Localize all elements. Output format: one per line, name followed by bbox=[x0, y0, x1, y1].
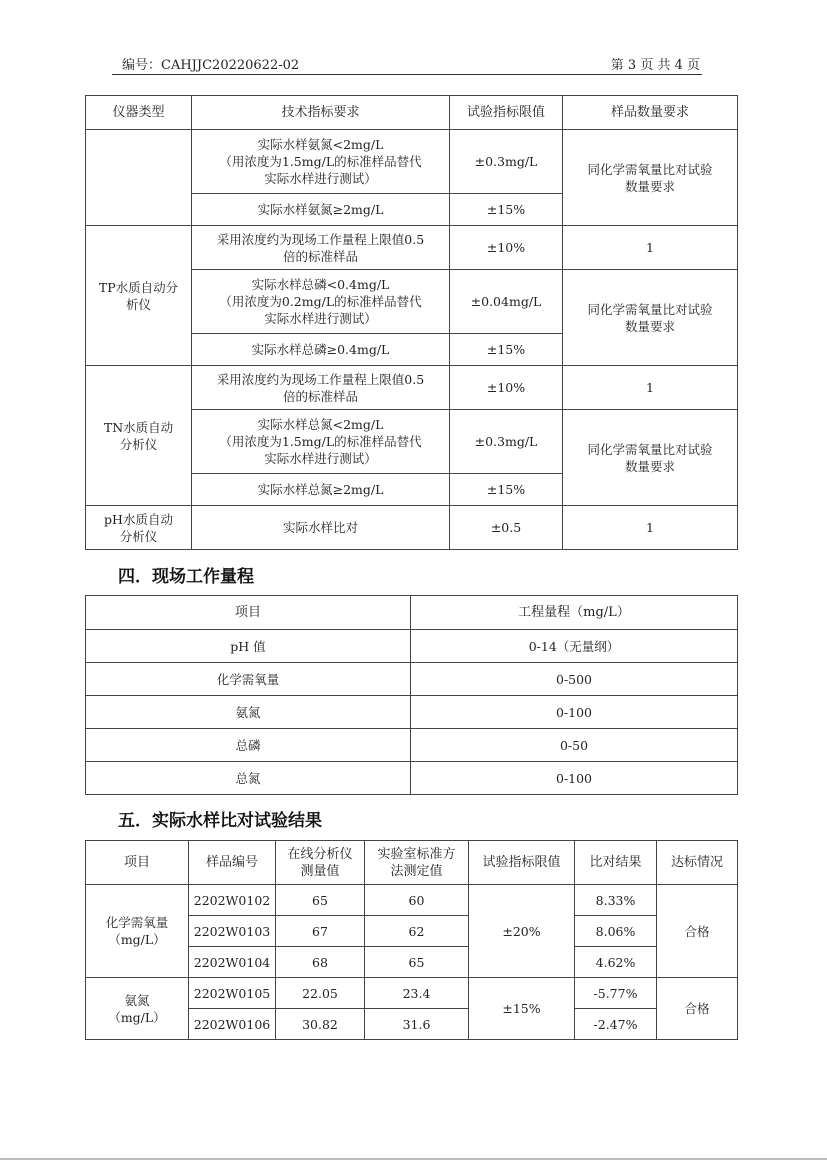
quantity-cell: 同化学需氧量比对试验 数量要求 bbox=[563, 130, 738, 226]
limit-cell: ±0.3mg/L bbox=[450, 410, 563, 474]
result-cell: 8.33% bbox=[575, 885, 657, 916]
table-row bbox=[86, 226, 738, 270]
document-number: 编号：CAHJJC20220622-02 bbox=[122, 58, 300, 73]
item-cell: pH 值 bbox=[86, 630, 411, 663]
status-cell: 合格 bbox=[657, 885, 738, 978]
result-cell: 8.06% bbox=[575, 916, 657, 947]
header-cell: 实验室标准方 法测定值 bbox=[365, 841, 469, 885]
quantity-cell: 1 bbox=[563, 506, 738, 550]
online-value-cell: 67 bbox=[276, 916, 365, 947]
requirement-cell: 实际水样总磷<0.4mg/L （用浓度为0.2mg/L的标准样品替代 实际水样进行测试） bbox=[192, 270, 450, 334]
limit-cell: ±0.3mg/L bbox=[450, 130, 563, 194]
requirement-cell: 采用浓度约为现场工作量程上限值0.5 倍的标准样品 bbox=[192, 366, 450, 410]
table-row bbox=[86, 885, 738, 916]
item-cell: 总磷 bbox=[86, 729, 411, 762]
table-row bbox=[86, 506, 738, 550]
lab-value-cell: 31.6 bbox=[365, 1009, 469, 1040]
quantity-cell: 1 bbox=[563, 226, 738, 270]
sample-id-cell: 2202W0104 bbox=[189, 947, 276, 978]
page-bottom-edge bbox=[0, 1158, 827, 1160]
table-row bbox=[86, 366, 738, 410]
section-4-title: 四．现场工作量程 bbox=[118, 567, 254, 587]
lab-value-cell: 60 bbox=[365, 885, 469, 916]
limit-cell: ±10% bbox=[450, 366, 563, 410]
limit-cell: ±0.5 bbox=[450, 506, 563, 550]
header-cell: 工程量程（mg/L） bbox=[411, 596, 738, 630]
status-cell: 合格 bbox=[657, 978, 738, 1040]
result-cell: -2.47% bbox=[575, 1009, 657, 1040]
lab-value-cell: 23.4 bbox=[365, 978, 469, 1009]
header-cell: 技术指标要求 bbox=[192, 96, 450, 130]
online-value-cell: 68 bbox=[276, 947, 365, 978]
working-range-table bbox=[85, 595, 738, 795]
header-cell: 在线分析仪 测量值 bbox=[276, 841, 365, 885]
table-header-row bbox=[86, 596, 738, 630]
range-cell: 0-500 bbox=[411, 663, 738, 696]
header-cell: 仪器类型 bbox=[86, 96, 192, 130]
header-cell: 试验指标限值 bbox=[469, 841, 575, 885]
online-value-cell: 22.05 bbox=[276, 978, 365, 1009]
online-value-cell: 65 bbox=[276, 885, 365, 916]
requirement-cell: 实际水样总磷≥0.4mg/L bbox=[192, 334, 450, 366]
header-cell: 达标情况 bbox=[657, 841, 738, 885]
limit-cell: ±15% bbox=[469, 978, 575, 1040]
requirement-cell: 采用浓度约为现场工作量程上限值0.5 倍的标准样品 bbox=[192, 226, 450, 270]
sample-id-cell: 2202W0105 bbox=[189, 978, 276, 1009]
page-header bbox=[112, 52, 702, 75]
limit-cell: ±20% bbox=[469, 885, 575, 978]
table-row bbox=[86, 696, 738, 729]
limit-cell: ±0.04mg/L bbox=[450, 270, 563, 334]
range-cell: 0-50 bbox=[411, 729, 738, 762]
range-cell: 0-14（无量纲） bbox=[411, 630, 738, 663]
item-cell: 总氮 bbox=[86, 762, 411, 795]
comparison-results-table bbox=[85, 840, 738, 1040]
quantity-cell: 同化学需氧量比对试验 数量要求 bbox=[563, 410, 738, 506]
sample-id-cell: 2202W0103 bbox=[189, 916, 276, 947]
result-cell: 4.62% bbox=[575, 947, 657, 978]
table-header-row bbox=[86, 96, 738, 130]
header-cell: 项目 bbox=[86, 841, 189, 885]
header-cell: 比对结果 bbox=[575, 841, 657, 885]
instrument-cell: TP水质自动分 析仪 bbox=[86, 226, 192, 366]
sample-id-cell: 2202W0102 bbox=[189, 885, 276, 916]
item-cell: 化学需氧量 （mg/L） bbox=[86, 885, 189, 978]
table-row bbox=[86, 762, 738, 795]
range-cell: 0-100 bbox=[411, 762, 738, 795]
requirement-cell: 实际水样比对 bbox=[192, 506, 450, 550]
header-cell: 项目 bbox=[86, 596, 411, 630]
limit-cell: ±15% bbox=[450, 334, 563, 366]
range-cell: 0-100 bbox=[411, 696, 738, 729]
table-row bbox=[86, 663, 738, 696]
table-row bbox=[86, 978, 738, 1009]
item-cell: 氨氮 bbox=[86, 696, 411, 729]
table-row bbox=[86, 729, 738, 762]
table-row bbox=[86, 630, 738, 663]
instrument-cell: TN水质自动 分析仪 bbox=[86, 366, 192, 506]
quantity-cell: 1 bbox=[563, 366, 738, 410]
result-cell: -5.77% bbox=[575, 978, 657, 1009]
requirement-cell: 实际水样氨氮≥2mg/L bbox=[192, 194, 450, 226]
sample-id-cell: 2202W0106 bbox=[189, 1009, 276, 1040]
header-cell: 样品数量要求 bbox=[563, 96, 738, 130]
header-cell: 试验指标限值 bbox=[450, 96, 563, 130]
instrument-cell: pH水质自动 分析仪 bbox=[86, 506, 192, 550]
item-cell: 化学需氧量 bbox=[86, 663, 411, 696]
lab-value-cell: 65 bbox=[365, 947, 469, 978]
limit-cell: ±15% bbox=[450, 474, 563, 506]
requirement-cell: 实际水样总氮<2mg/L （用浓度为1.5mg/L的标准样品替代 实际水样进行测试） bbox=[192, 410, 450, 474]
section-5-title: 五．实际水样比对试验结果 bbox=[118, 811, 322, 831]
quantity-cell: 同化学需氧量比对试验 数量要求 bbox=[563, 270, 738, 366]
lab-value-cell: 62 bbox=[365, 916, 469, 947]
instrument-cell bbox=[86, 130, 192, 226]
header-cell: 样品编号 bbox=[189, 841, 276, 885]
item-cell: 氨氮 （mg/L） bbox=[86, 978, 189, 1040]
requirement-cell: 实际水样氨氮<2mg/L （用浓度为1.5mg/L的标准样品替代 实际水样进行测试） bbox=[192, 130, 450, 194]
online-value-cell: 30.82 bbox=[276, 1009, 365, 1040]
page-number: 第 3 页 共 4 页 bbox=[610, 58, 700, 73]
limit-cell: ±15% bbox=[450, 194, 563, 226]
requirement-cell: 实际水样总氮≥2mg/L bbox=[192, 474, 450, 506]
table-row bbox=[86, 130, 738, 194]
table-header-row bbox=[86, 841, 738, 885]
technical-requirements-table bbox=[85, 95, 738, 550]
limit-cell: ±10% bbox=[450, 226, 563, 270]
